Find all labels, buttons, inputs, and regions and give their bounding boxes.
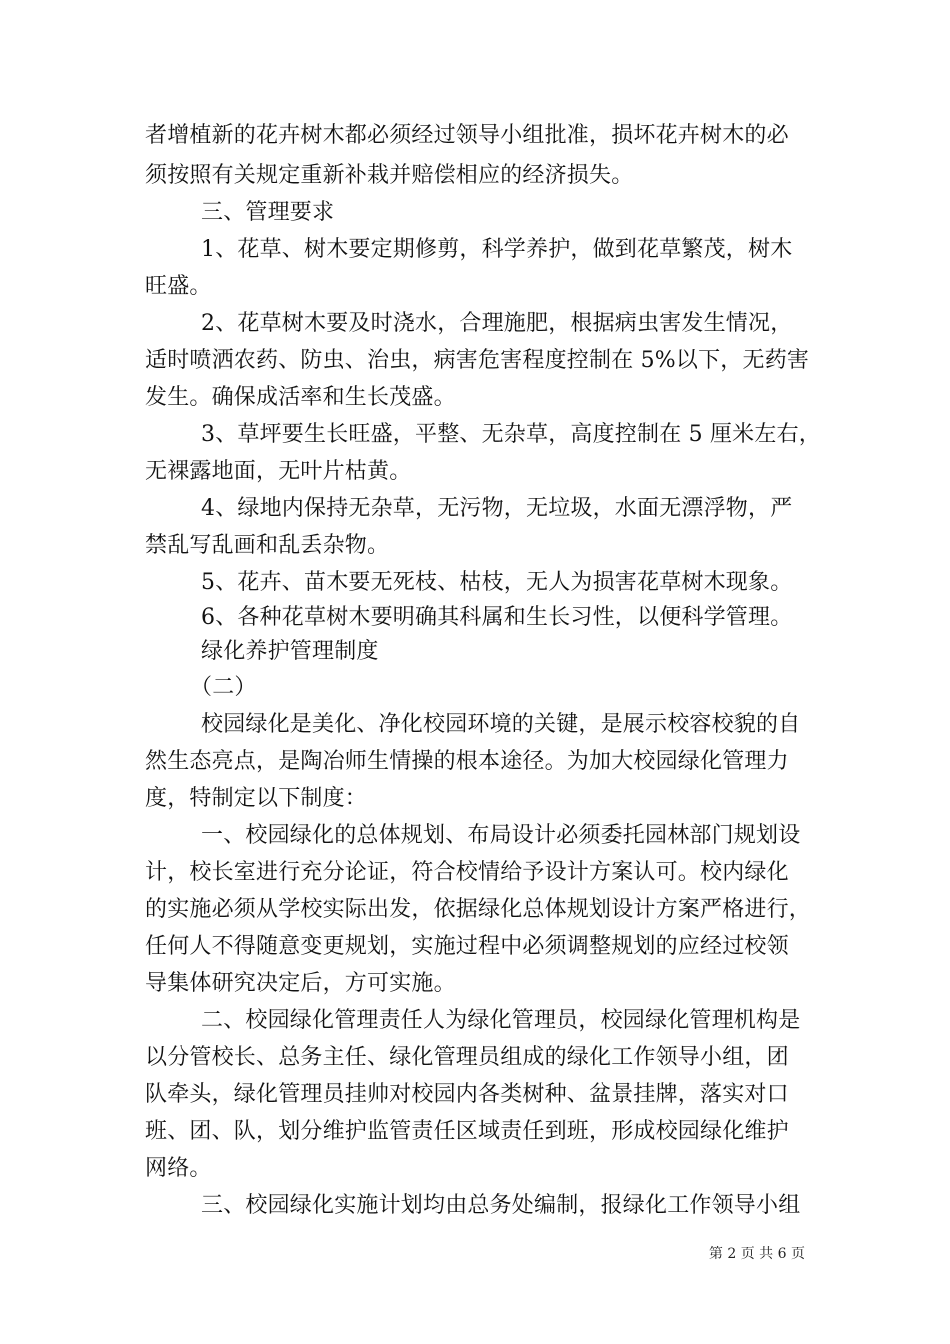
body-line-20: 一、校园绿化的总体规划、布局设计必须委托园林部门规划设	[201, 823, 801, 848]
body-line-25: 二、校园绿化管理责任人为绿化管理员，校园绿化管理机构是	[201, 1008, 801, 1033]
body-line-24: 导集体研究决定后，方可实施。	[145, 971, 456, 996]
body-line-30: 三、校园绿化实施计划均由总务处编制，报绿化工作领导小组	[201, 1193, 801, 1218]
body-line-4: 1、花草、树木要定期修剪，科学养护，做到花草繁茂，树木	[201, 237, 793, 262]
body-line-7: 适时喷洒农药、防虫、治虫，病害危害程度控制在 5%以下，无药害	[145, 348, 810, 373]
body-line-13: 5、花卉、苗木要无死枝、枯枝，无人为损害花草树木现象。	[201, 570, 793, 595]
body-line-12: 禁乱写乱画和乱丢杂物。	[145, 533, 390, 558]
body-line-11: 4、绿地内保持无杂草，无污物，无垃圾，水面无漂浮物，严	[201, 496, 793, 521]
body-line-2: 须按照有关规定重新补栽并赔偿相应的经济损失。	[145, 163, 634, 188]
body-line-26: 以分管校长、总务主任、绿化管理员组成的绿化工作领导小组，团	[145, 1045, 789, 1070]
body-line-23: 任何人不得随意变更规划，实施过程中必须调整规划的应经过校领	[145, 934, 789, 959]
section-number-two: （二）	[190, 675, 257, 700]
body-line-22: 的实施必须从学校实际出发，依据绿化总体规划设计方案严格进行，	[145, 897, 812, 922]
section-heading-management-requirements: 三、管理要求	[201, 200, 335, 225]
body-line-8: 发生。确保成活率和生长茂盛。	[145, 385, 456, 410]
page-number-footer: 第 2 页 共 6 页	[708, 1246, 805, 1262]
body-line-9: 3、草坪要生长旺盛，平整、无杂草，高度控制在 5 厘米左右，	[201, 422, 821, 447]
body-line-5: 旺盛。	[145, 274, 212, 299]
section-title-greening-maintenance-system: 绿化养护管理制度	[201, 639, 379, 664]
body-line-27: 队牵头，绿化管理员挂帅对校园内各类树种、盆景挂牌，落实对口	[145, 1082, 789, 1107]
body-line-21: 计，校长室进行充分论证，符合校情给予设计方案认可。校内绿化	[145, 860, 789, 885]
body-line-29: 网络。	[145, 1156, 212, 1181]
body-line-6: 2、花草树木要及时浇水，合理施肥，根据病虫害发生情况，	[201, 311, 793, 336]
body-line-19: 度，特制定以下制度：	[145, 786, 368, 811]
body-line-18: 然生态亮点，是陶冶师生情操的根本途径。为加大校园绿化管理力	[145, 749, 789, 774]
body-line-28: 班、团、队，划分维护监管责任区域责任到班，形成校园绿化维护	[145, 1119, 789, 1144]
body-line-10: 无裸露地面，无叶片枯黄。	[145, 459, 412, 484]
body-line-14: 6、各种花草树木要明确其科属和生长习性，以便科学管理。	[201, 605, 793, 630]
body-line-17: 校园绿化是美化、净化校园环境的关键，是展示校容校貌的自	[201, 712, 801, 737]
body-line-1: 者增植新的花卉树木都必须经过领导小组批准，损坏花卉树木的必	[145, 123, 789, 148]
